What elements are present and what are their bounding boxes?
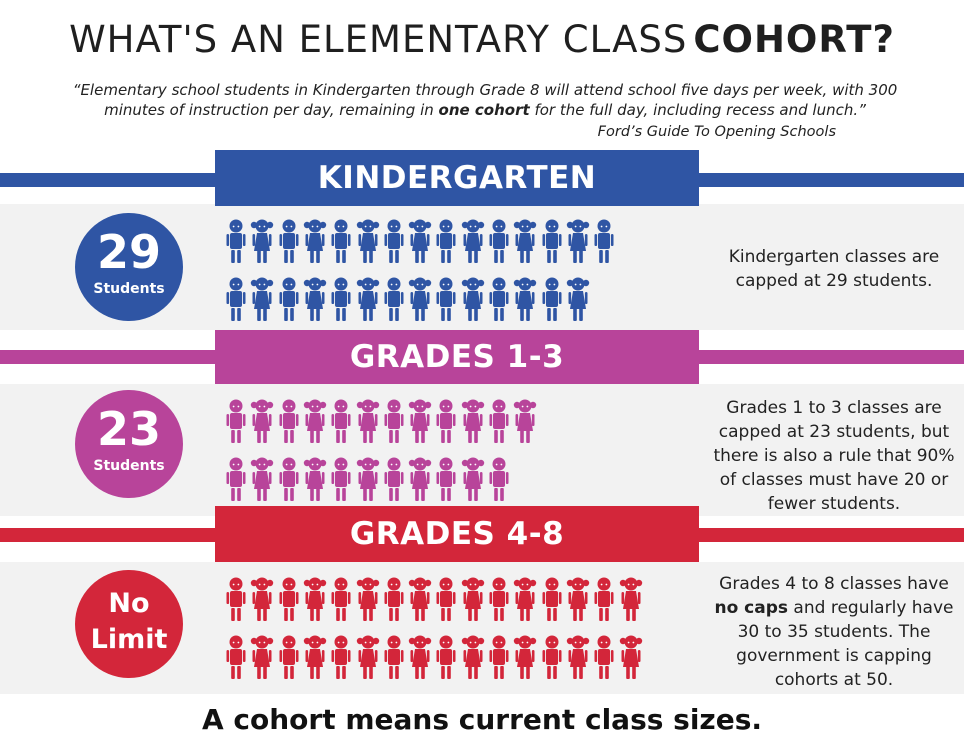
description-emphasis: no caps bbox=[714, 598, 789, 618]
girl-student-icon bbox=[251, 576, 273, 622]
boy-student-icon bbox=[488, 634, 510, 680]
boy-student-icon bbox=[435, 276, 457, 322]
girl-student-icon bbox=[620, 634, 642, 680]
boy-student-icon bbox=[225, 398, 247, 444]
girl-student-icon bbox=[357, 456, 379, 502]
badge-number: 29 bbox=[96, 225, 161, 279]
grades-1-3-students bbox=[225, 398, 665, 508]
girl-student-icon bbox=[251, 634, 273, 680]
girl-student-icon bbox=[251, 456, 273, 502]
quote-emphasis: one cohort bbox=[438, 101, 530, 119]
kindergarten-description: Kindergarten classes are capped at 29 students. bbox=[728, 247, 940, 291]
girl-student-icon bbox=[251, 218, 273, 264]
girl-student-icon bbox=[514, 276, 536, 322]
grades-4-8-badge bbox=[75, 570, 183, 678]
boy-student-icon bbox=[383, 276, 405, 322]
boy-student-icon bbox=[541, 276, 563, 322]
girl-student-icon bbox=[462, 276, 484, 322]
girl-student-icon bbox=[462, 218, 484, 264]
boy-student-icon bbox=[330, 398, 352, 444]
title-main: WHAT'S AN ELEMENTARY CLASS bbox=[69, 18, 688, 61]
footer-caption: A cohort means current class sizes. bbox=[202, 703, 762, 736]
quote bbox=[60, 80, 910, 120]
girl-student-icon bbox=[357, 398, 379, 444]
badge-line-2: Limit bbox=[90, 624, 168, 655]
grades-1-3-description: Grades 1 to 3 classes are capped at 23 students, but there is also a rule that 90% of classes must have 20 or fewer students. bbox=[713, 398, 955, 514]
boy-student-icon bbox=[541, 634, 563, 680]
grades-4-8-description bbox=[708, 572, 960, 692]
girl-student-icon bbox=[514, 634, 536, 680]
boy-student-icon bbox=[488, 398, 510, 444]
girl-student-icon bbox=[462, 576, 484, 622]
girl-student-icon bbox=[409, 398, 431, 444]
girl-student-icon bbox=[357, 576, 379, 622]
girl-student-icon bbox=[409, 218, 431, 264]
boy-student-icon bbox=[435, 398, 457, 444]
boy-student-icon bbox=[383, 634, 405, 680]
boy-student-icon bbox=[488, 576, 510, 622]
girl-student-icon bbox=[462, 634, 484, 680]
grades-4-8-header: GRADES 4-8 bbox=[215, 506, 699, 562]
kindergarten-students bbox=[225, 218, 665, 328]
boy-student-icon bbox=[435, 634, 457, 680]
grades-1-3-header: GRADES 1-3 bbox=[215, 330, 699, 384]
girl-student-icon bbox=[304, 398, 326, 444]
badge-number: 23 bbox=[96, 402, 161, 456]
girl-student-icon bbox=[409, 576, 431, 622]
boy-student-icon bbox=[383, 218, 405, 264]
girl-student-icon bbox=[567, 634, 589, 680]
girl-student-icon bbox=[620, 576, 642, 622]
girl-student-icon bbox=[514, 218, 536, 264]
quote-source: Ford’s Guide To Opening Schools bbox=[597, 124, 836, 140]
girl-student-icon bbox=[304, 218, 326, 264]
girl-student-icon bbox=[567, 576, 589, 622]
boy-student-icon bbox=[330, 576, 352, 622]
kindergarten-header: KINDERGARTEN bbox=[215, 150, 699, 206]
boy-student-icon bbox=[330, 634, 352, 680]
girl-student-icon bbox=[357, 634, 379, 680]
boy-student-icon bbox=[278, 634, 300, 680]
title-emphasis: COHORT? bbox=[693, 18, 895, 61]
girl-student-icon bbox=[304, 456, 326, 502]
boy-student-icon bbox=[488, 456, 510, 502]
boy-student-icon bbox=[593, 634, 615, 680]
grades-1-3-badge bbox=[75, 390, 183, 498]
boy-student-icon bbox=[330, 276, 352, 322]
boy-student-icon bbox=[435, 456, 457, 502]
description-text: Grades 4 to 8 classes have bbox=[719, 574, 949, 594]
girl-student-icon bbox=[567, 276, 589, 322]
girl-student-icon bbox=[357, 276, 379, 322]
girl-student-icon bbox=[251, 398, 273, 444]
boy-student-icon bbox=[225, 276, 247, 322]
girl-student-icon bbox=[251, 276, 273, 322]
boy-student-icon bbox=[435, 218, 457, 264]
boy-student-icon bbox=[435, 576, 457, 622]
girl-student-icon bbox=[409, 634, 431, 680]
boy-student-icon bbox=[225, 218, 247, 264]
girl-student-icon bbox=[567, 218, 589, 264]
quote-text: “Elementary school students in Kindergarten through Grade 8 will attend school five days per week, with 300 minutes of instruction per day, remaining in bbox=[72, 81, 898, 119]
girl-student-icon bbox=[304, 276, 326, 322]
page-title bbox=[0, 18, 964, 61]
boy-student-icon bbox=[278, 276, 300, 322]
boy-student-icon bbox=[225, 576, 247, 622]
girl-student-icon bbox=[304, 576, 326, 622]
kindergarten-badge bbox=[75, 213, 183, 321]
boy-student-icon bbox=[383, 456, 405, 502]
girl-student-icon bbox=[462, 456, 484, 502]
girl-student-icon bbox=[462, 398, 484, 444]
quote-text-end: for the full day, including recess and lunch.” bbox=[529, 101, 866, 119]
boy-student-icon bbox=[593, 576, 615, 622]
boy-student-icon bbox=[488, 276, 510, 322]
boy-student-icon bbox=[330, 456, 352, 502]
girl-student-icon bbox=[409, 276, 431, 322]
badge-label: Students bbox=[93, 281, 165, 297]
boy-student-icon bbox=[278, 456, 300, 502]
boy-student-icon bbox=[225, 456, 247, 502]
boy-student-icon bbox=[593, 218, 615, 264]
boy-student-icon bbox=[383, 576, 405, 622]
boy-student-icon bbox=[278, 576, 300, 622]
badge-line-1: No bbox=[108, 588, 150, 619]
girl-student-icon bbox=[409, 456, 431, 502]
girl-student-icon bbox=[514, 576, 536, 622]
girl-student-icon bbox=[357, 218, 379, 264]
boy-student-icon bbox=[488, 218, 510, 264]
grades-4-8-students bbox=[225, 576, 665, 686]
boy-student-icon bbox=[541, 576, 563, 622]
badge-label: Students bbox=[93, 458, 165, 474]
boy-student-icon bbox=[330, 218, 352, 264]
description-text-end: and regularly have 30 to 35 students. The government is capping cohorts at 50. bbox=[736, 598, 954, 690]
boy-student-icon bbox=[541, 218, 563, 264]
boy-student-icon bbox=[383, 398, 405, 444]
boy-student-icon bbox=[278, 218, 300, 264]
girl-student-icon bbox=[304, 634, 326, 680]
girl-student-icon bbox=[514, 398, 536, 444]
boy-student-icon bbox=[278, 398, 300, 444]
boy-student-icon bbox=[225, 634, 247, 680]
